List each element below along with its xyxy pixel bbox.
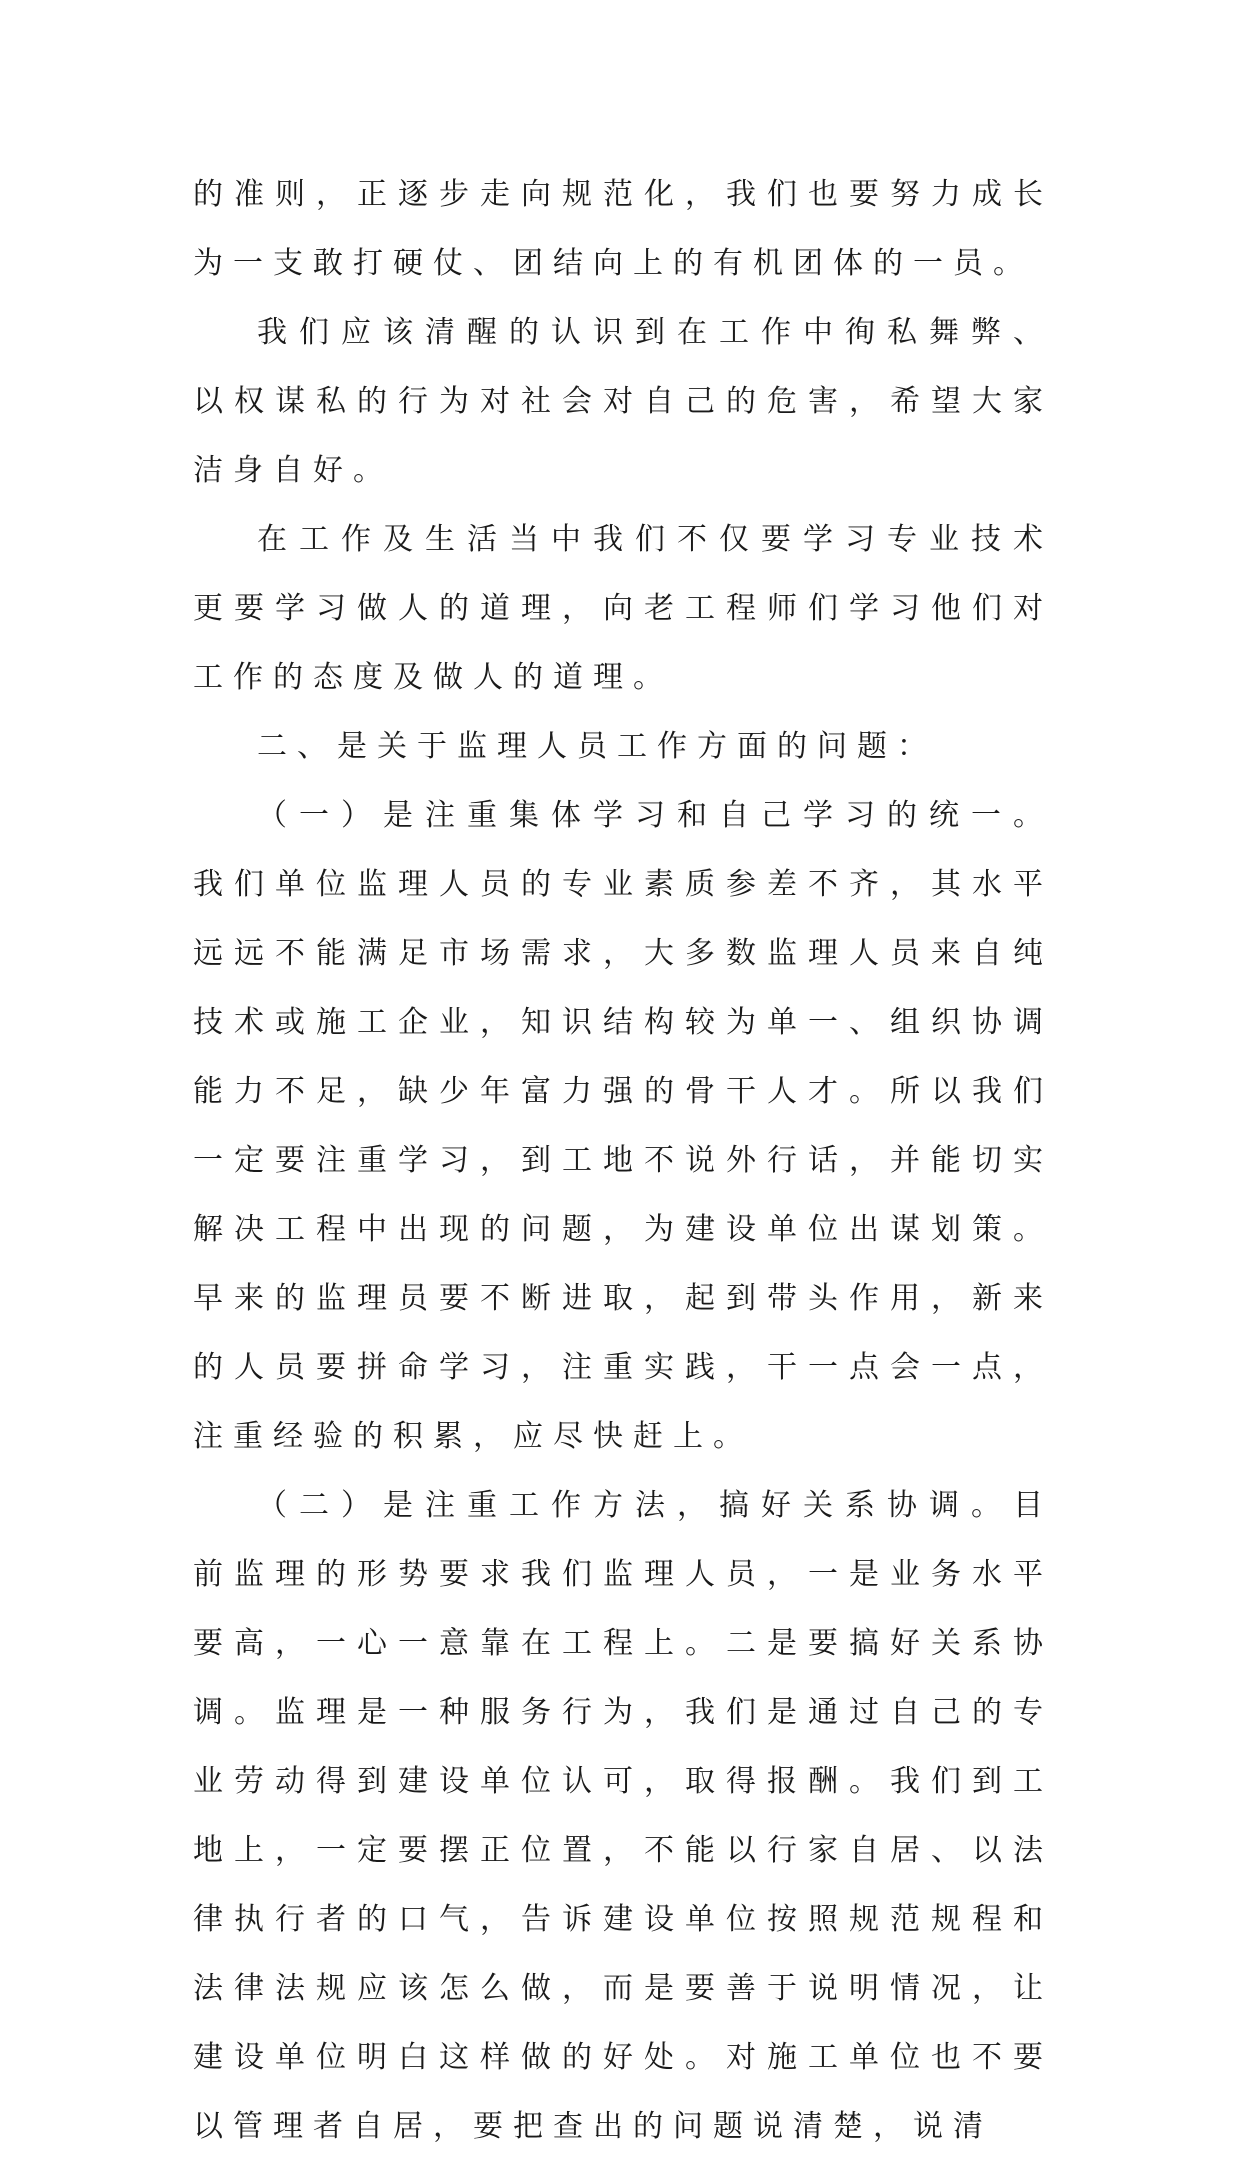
paragraph-item-2: （二）是注重工作方法，搞好关系协调。目前监理的形势要求我们监理人员，一是业务水平要高，一心一意靠在工程上。二是要搞好关系协调。监理是一种服务行为，我们是通过自己的专业劳动得到建设单位认可，取得报酬。我们到工地上，一定要摆正位置，不能以行家自居、以法律执行者的口气，告诉建设单位按照规范规程和法律法规应该怎么做，而是要善于说明情况，让建设单位明白这样做的好处。对施工单位也不要以管理者自居，要把查出的问题说清楚，说清 bbox=[193, 1488, 1053, 2144]
paragraph-item-1: （一）是注重集体学习和自己学习的统一。我们单位监理人员的专业素质参差不齐，其水平远远不能满足市场需求，大多数监理人员来自纯技术或施工企业，知识结构较为单一、组织协调能力不足，缺少年富力强的骨干人才。所以我们一定要注重学习，到工地不说外行话，并能切实解决工程中出现的问题，为建设单位出谋划策。早来的监理员要不断进取，起到带头作用，新来的人员要拼命学习，注重实践，干一点会一点，注重经验的积累，应尽快赶上。 bbox=[193, 798, 1053, 1454]
paragraph-1: 的准则，正逐步走向规范化，我们也要努力成长为一支敢打硬仗、团结向上的有机团体的一员。 bbox=[193, 177, 1053, 281]
section-heading: 二、是关于监理人员工作方面的问题： bbox=[257, 729, 937, 764]
paragraph-3: 在工作及生活当中我们不仅要学习专业技术更要学习做人的道理，向老工程师们学习他们对工作的态度及做人的道理。 bbox=[193, 522, 1053, 695]
document-body bbox=[193, 160, 1053, 2161]
paragraph-2: 我们应该清醒的认识到在工作中徇私舞弊、以权谋私的行为对社会对自己的危害，希望大家洁身自好。 bbox=[193, 315, 1053, 488]
